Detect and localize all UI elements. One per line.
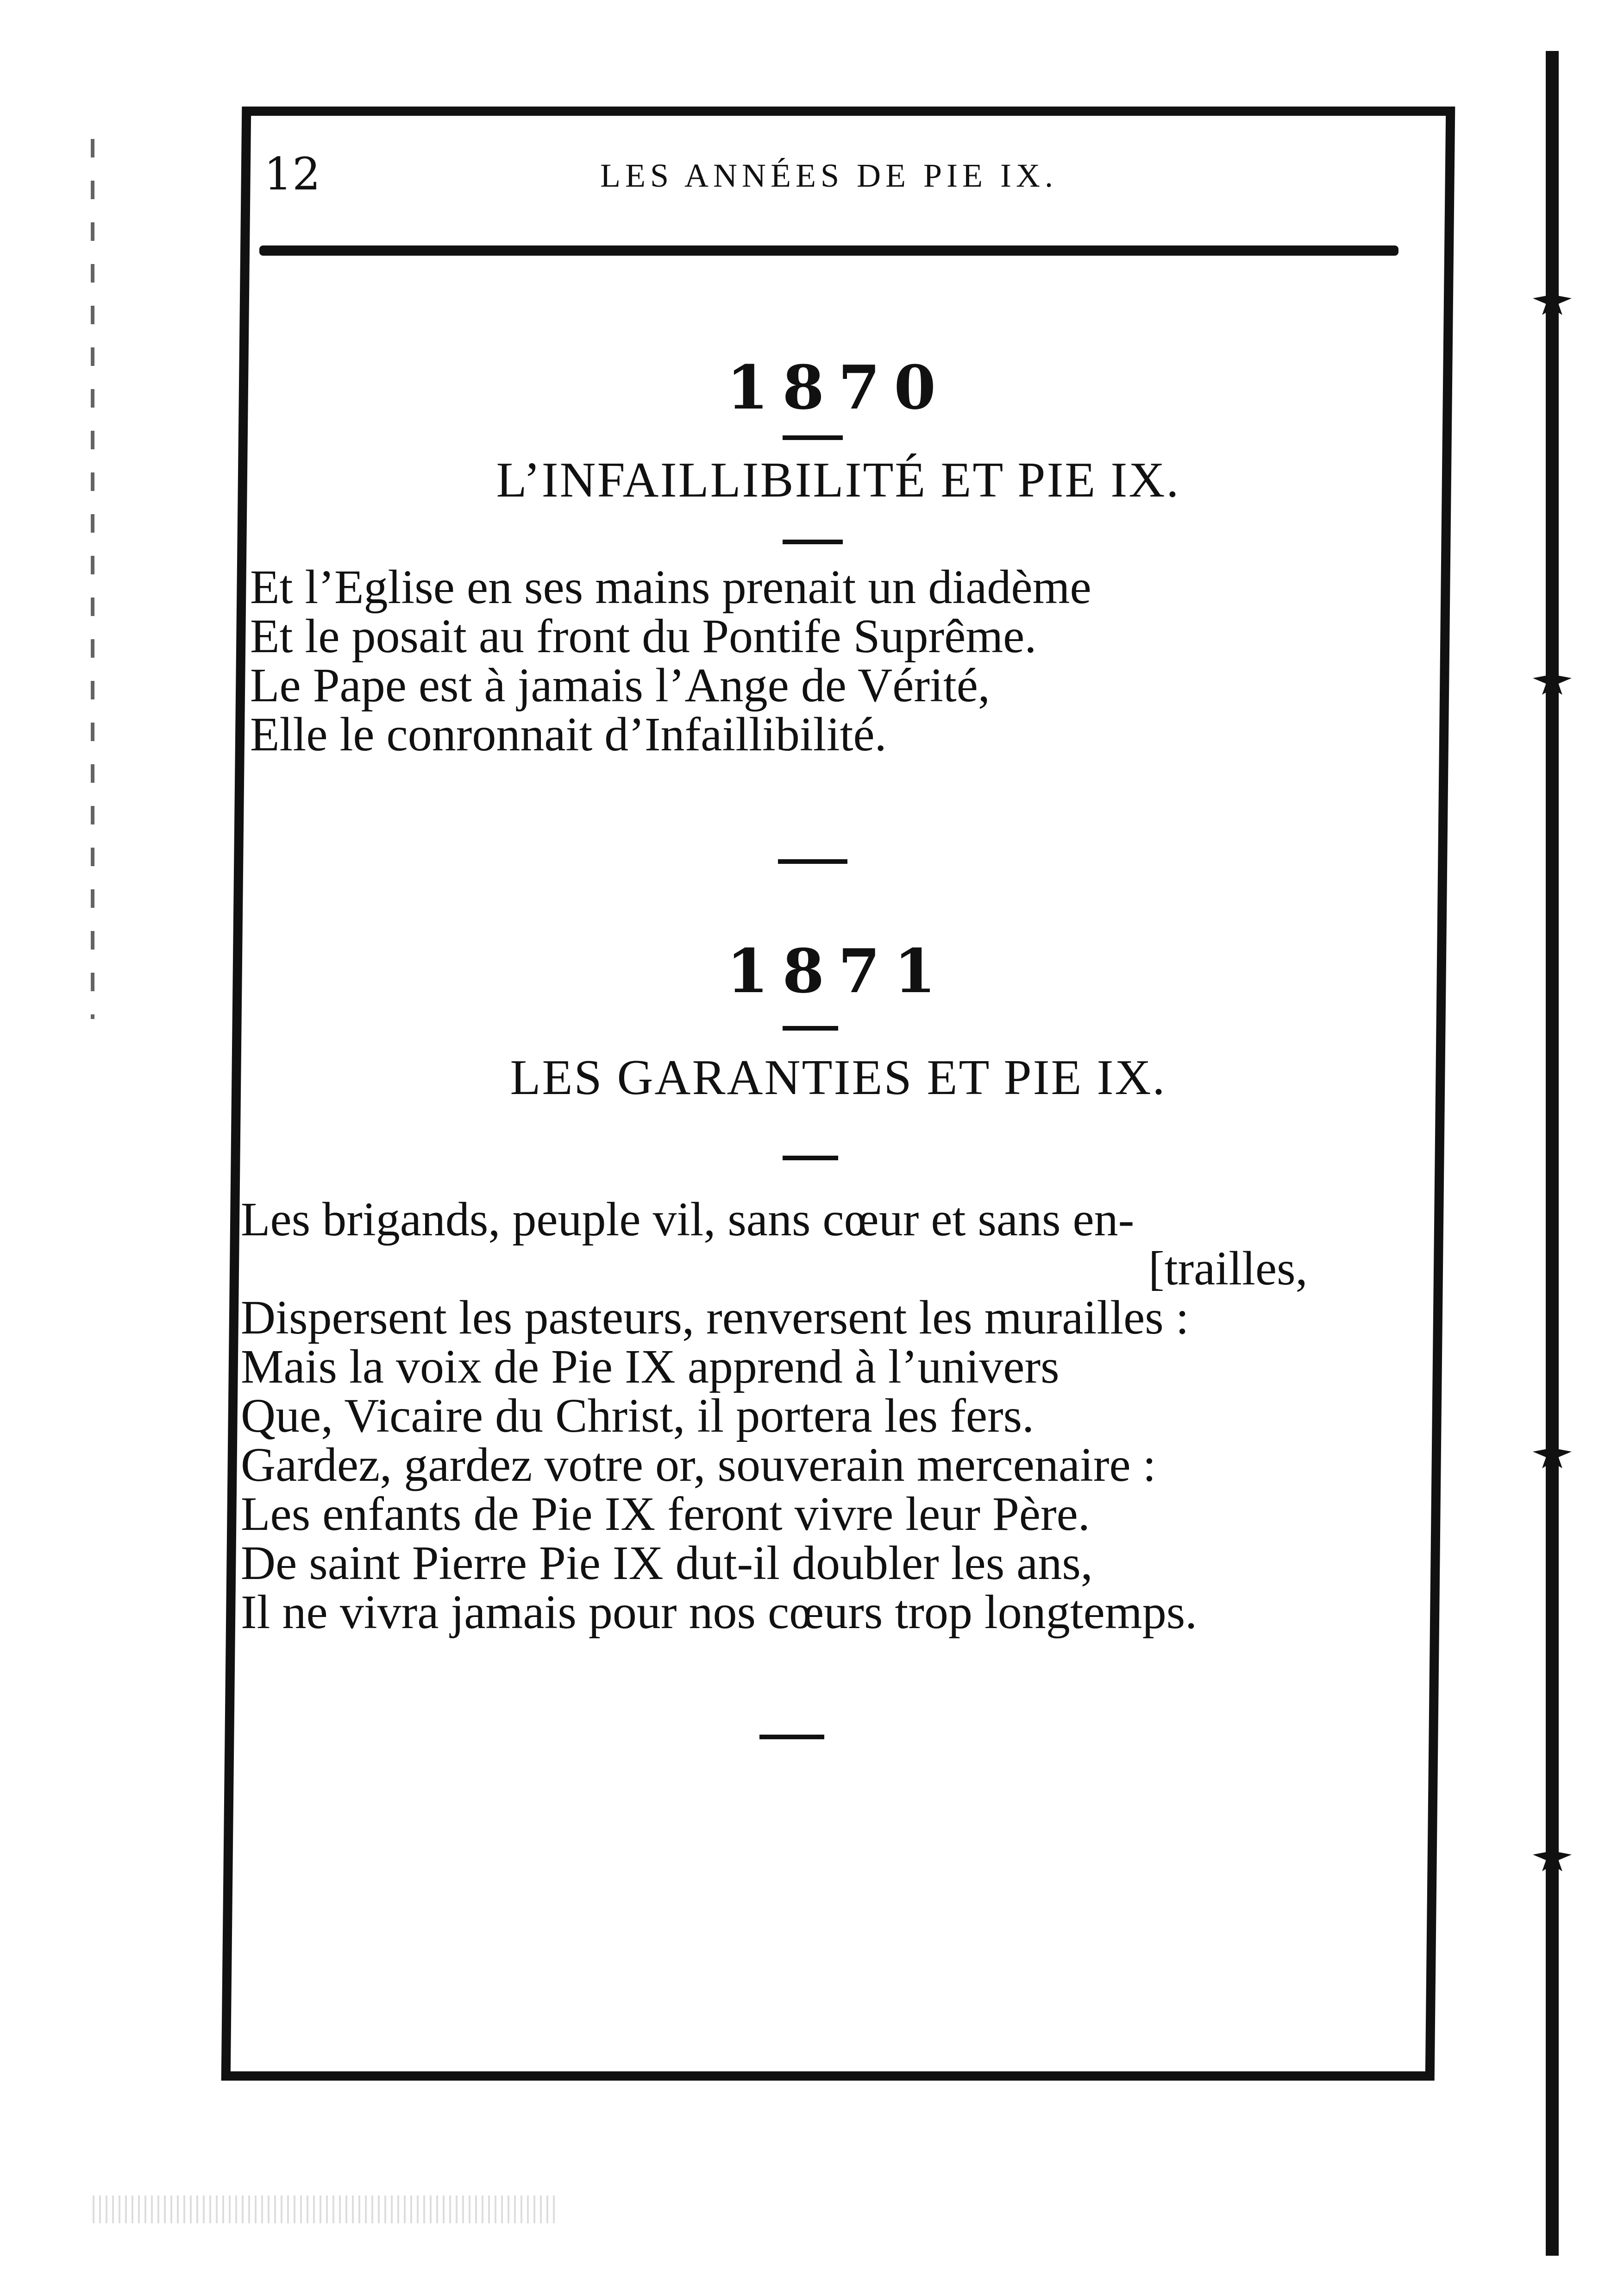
page-number: 12 xyxy=(264,148,321,200)
verse-line: Dispersent les pasteurs, renversent les murailles : xyxy=(241,1291,1189,1344)
scan-margin-speckle xyxy=(91,139,94,1019)
section-title-1871: LES GARANTIES ET PIE IX. xyxy=(510,1050,1166,1105)
right-border-rule xyxy=(1546,51,1559,2256)
verse-line: Les brigands, peuple vil, sans cœur et sans en- xyxy=(241,1193,1135,1246)
section-title-1870: L’INFAILLIBILITÉ ET PIE IX. xyxy=(496,453,1180,508)
verse-line: Il ne vivra jamais pour nos cœurs trop longtemps. xyxy=(241,1585,1198,1639)
dash-divider xyxy=(783,1156,838,1160)
verse-line-continuation: [trailles, xyxy=(1148,1242,1308,1295)
verse-line: Et le posait au front du Pontife Suprême. xyxy=(250,610,1037,663)
section-year-1871: 1871 xyxy=(727,936,950,1007)
verse-line: Les enfants de Pie IX feront vivre leur Père. xyxy=(241,1487,1090,1541)
dash-divider xyxy=(783,540,843,544)
verse-line: Le Pape est à jamais l’Ange de Vérité, xyxy=(250,659,990,712)
running-head xyxy=(259,148,1398,204)
verse-line: Que, Vicaire du Christ, il portera les fers. xyxy=(241,1389,1035,1442)
verse-line: Gardez, gardez votre or, souverain mercenaire : xyxy=(241,1438,1156,1491)
verse-line: De saint Pierre Pie IX dut-il doubler les ans, xyxy=(241,1536,1093,1590)
section-separator xyxy=(759,1735,824,1739)
verse-line: Mais la voix de Pie IX apprend à l’univers xyxy=(241,1340,1060,1393)
section-year-1870: 1870 xyxy=(727,352,950,423)
verse-line: Et l’Eglise en ses mains prenait un diadème xyxy=(250,560,1091,614)
scan-noise xyxy=(93,2196,556,2223)
header-rule xyxy=(259,245,1398,256)
dash-divider xyxy=(783,435,843,440)
dash-divider xyxy=(783,1026,838,1031)
verse-line: Elle le conronnait d’Infaillibilité. xyxy=(250,708,887,761)
running-title: LES ANNÉES DE PIE IX. xyxy=(600,157,1058,194)
section-separator xyxy=(778,859,847,864)
